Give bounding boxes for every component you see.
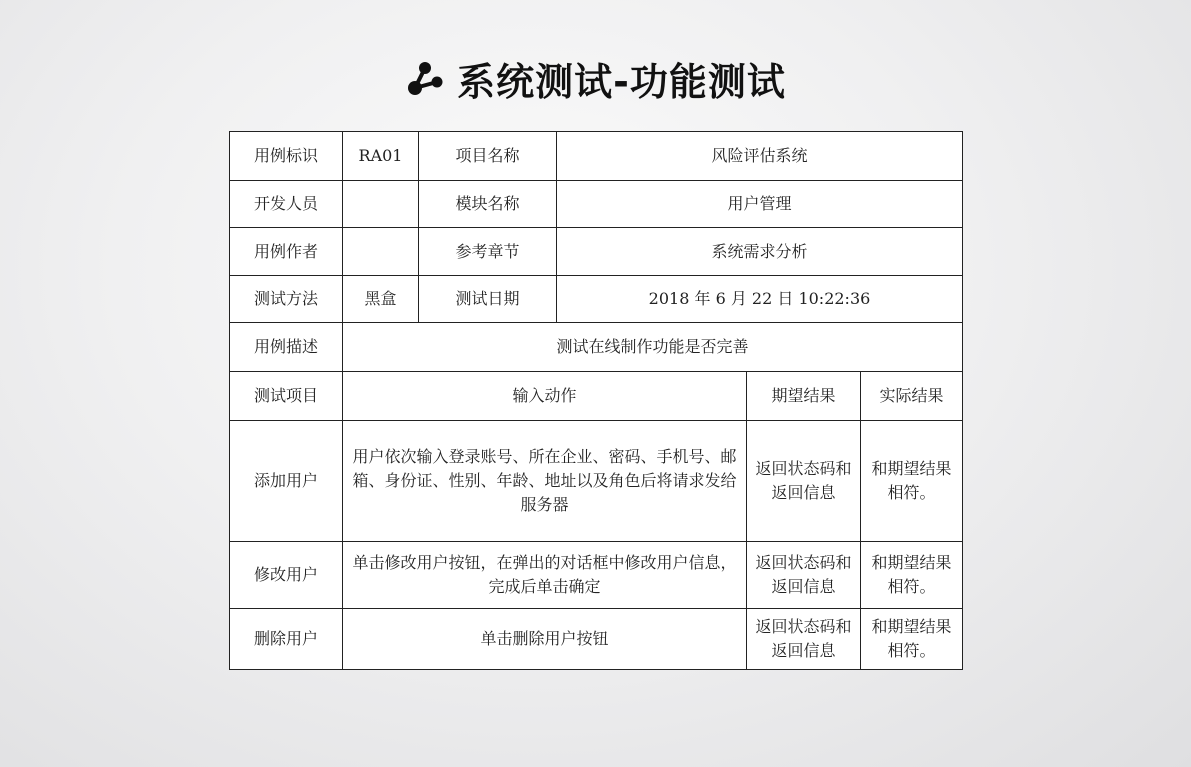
page-title: 系统测试-功能测试 [457,59,786,104]
case-id-label: 用例标识 [230,132,343,181]
input-action: 单击修改用户按钮，在弹出的对话框中修改用户信息，完成后单击确定 [343,542,747,609]
test-case-table [229,131,963,670]
page-header [0,52,1191,104]
developer-value [343,181,419,228]
description-label: 用例描述 [230,323,343,372]
test-item: 删除用户 [230,609,343,670]
table-row [230,323,963,372]
table-row [230,421,963,542]
project-name-label: 项目名称 [419,132,557,181]
actual-result: 和期望结果相符。 [861,542,963,609]
table-row [230,181,963,228]
description-value: 测试在线制作功能是否完善 [343,323,963,372]
expected-result-header: 期望结果 [747,372,861,421]
table-row [230,276,963,323]
test-item: 添加用户 [230,421,343,542]
table-row [230,542,963,609]
reference-value: 系统需求分析 [557,228,963,276]
input-action: 单击删除用户按钮 [343,609,747,670]
developer-label: 开发人员 [230,181,343,228]
table-row [230,228,963,276]
test-date-label: 测试日期 [419,276,557,323]
project-name-value: 风险评估系统 [557,132,963,181]
expected-result: 返回状态码和返回信息 [747,542,861,609]
input-action: 用户依次输入登录账号、所在企业、密码、手机号、邮箱、身份证、性别、年龄、地址以及角色后将请求发给服务器 [343,421,747,542]
actual-result: 和期望结果相符。 [861,421,963,542]
expected-result: 返回状态码和返回信息 [747,421,861,542]
actual-result: 和期望结果相符。 [861,609,963,670]
test-method-label: 测试方法 [230,276,343,323]
input-action-header: 输入动作 [343,372,747,421]
test-item-header: 测试项目 [230,372,343,421]
author-label: 用例作者 [230,228,343,276]
share-nodes-icon [405,58,445,98]
module-name-label: 模块名称 [419,181,557,228]
actual-result-header: 实际结果 [861,372,963,421]
case-id-value: RA01 [343,132,419,181]
test-item: 修改用户 [230,542,343,609]
table-row [230,609,963,670]
reference-label: 参考章节 [419,228,557,276]
test-date-value: 2018 年 6 月 22 日 10:22:36 [557,276,963,323]
table-row [230,132,963,181]
author-value [343,228,419,276]
table-header-row [230,372,963,421]
expected-result: 返回状态码和返回信息 [747,609,861,670]
test-method-value: 黑盒 [343,276,419,323]
module-name-value: 用户管理 [557,181,963,228]
